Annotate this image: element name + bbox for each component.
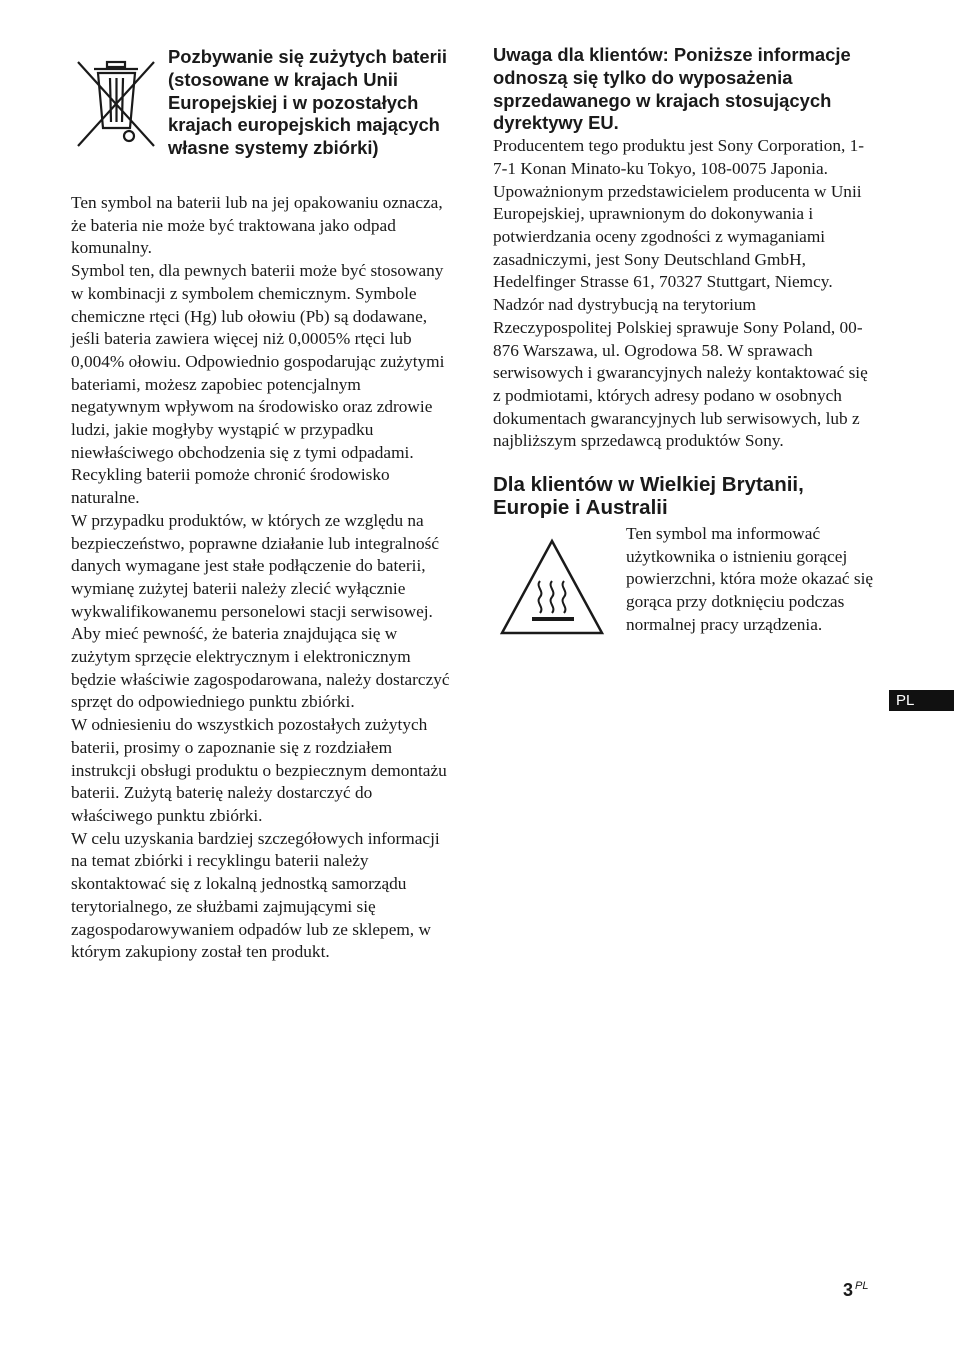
- left-column: [71, 44, 451, 964]
- battery-paragraph-4: Aby mieć pewność, że bateria znajdująca się w zużytym sprzęcie elektrycznym i elektronicznym będzie właściwie zagospodarowana, należy dostarczyć sprzęt do odpowiedniego punktu zbiórki.: [71, 624, 450, 712]
- battery-paragraph-6: W celu uzyskania bardziej szczegółowych informacji na temat zbiórki i recyklingu baterii należy skontaktować się z lokalną jednostką samorządu terytorialnego, ze służbami zajmującymi się zagospodarowywaniem odpadów lub ze sklepem, w którym zakupiony został ten produkt.: [71, 828, 440, 962]
- eu-notice-heading: Uwaga dla klientów: Poniższe informacje odnoszą się tylko do wyposażenia sprzedawanego w krajach stosujących dyrektywy EU.: [493, 44, 851, 134]
- battery-disposal-header: [71, 44, 451, 192]
- hot-surface-text: Ten symbol ma informować użytkownika o istnieniu gorącej powierzchni, która może okazać się gorąca przy dotknięciu podczas normalnej pracy urządzenia.: [626, 524, 874, 634]
- hot-surface-icon: [498, 537, 606, 637]
- battery-paragraph-3: W przypadku produktów, w których ze względu na bezpieczeństwo, poprawne działanie lub integralność danych wymagane jest stałe podłączenie do baterii, wymianę zużytej baterii należy zlecić wyłącznie wykwalifikowanemu personelowi stacji serwisowej.: [71, 510, 440, 621]
- battery-paragraph-1: Ten symbol na baterii lub na jej opakowaniu oznacza, że bateria nie może być traktowana jako odpad komunalny.: [71, 193, 443, 258]
- battery-disposal-heading: Pozbywanie się zużytych baterii (stosowane w krajach Unii Europejskiej i w pozostałych krajach europejskich mających własne systemy zbiórki): [168, 46, 448, 159]
- right-column: [493, 44, 873, 663]
- page-number: [843, 1280, 868, 1301]
- page-number-suffix: PL: [855, 1280, 869, 1292]
- battery-paragraph-5: W odniesieniu do wszystkich pozostałych zużytych baterii, prosimy o zapoznanie się z rozdziałem instrukcji obsługi produktu o bezpiecznym demontażu baterii. Zużytą baterię należy dostarczyć do właściwego punktu zbiórki.: [71, 715, 447, 825]
- eu-notice-text: Producentem tego produktu jest Sony Corporation, 1-7-1 Konan Minato-ku Tokyo, 108-0075 Japonia. Upoważnionym przedstawicielem producenta w Unii Europejskiej, uprawnionym do dokonywania i potwierdzania oceny zgodności z wymaganiami zasadniczymi, jest Sony Deutschland GmbH, Hedelfinger Strasse 61, 70327 Stuttgart, Niemcy. Nadzór nad dystrybucją na terytorium Rzeczypospolitej Polskiej sprawuje Sony Poland, 00-876 Warszawa, ul. Ogrodowa 58. W sprawach serwisowych i gwarancyjnych należy kontaktować się z podmiotami, których adresy podano w osobnych dokumentach gwarancyjnych lub serwisowych, lub z najbliższym sprzedawcą produktów Sony.: [493, 136, 868, 451]
- section-heading: Dla klientów w Wielkiej Brytanii, Europie i Australii: [493, 473, 804, 520]
- language-tab: PL: [889, 690, 954, 711]
- page-number-value: 3: [843, 1280, 854, 1300]
- crossed-bin-icon: [74, 56, 158, 148]
- hot-surface-block: [493, 523, 873, 663]
- battery-paragraph-2: Symbol ten, dla pewnych baterii może być stosowany w kombinacji z symbolem chemicznym. Symbole chemiczne rtęci (Hg) lub ołowiu (Pb) są dodawane, jeśli bateria zawiera więcej niż 0,0005% rtęci lub 0,004% ołowiu. Odpowiednio gospodarując zużytymi bateriami, możesz zapobiec potencjalnym negatywnym wpływom na środowisko oraz zdrowie ludzi, jakie mogłyby wystąpić w przypadku niewłaściwego obchodzenia się z tymi odpadami. Recykling baterii pomoże chronić środowisko naturalne.: [71, 261, 445, 508]
